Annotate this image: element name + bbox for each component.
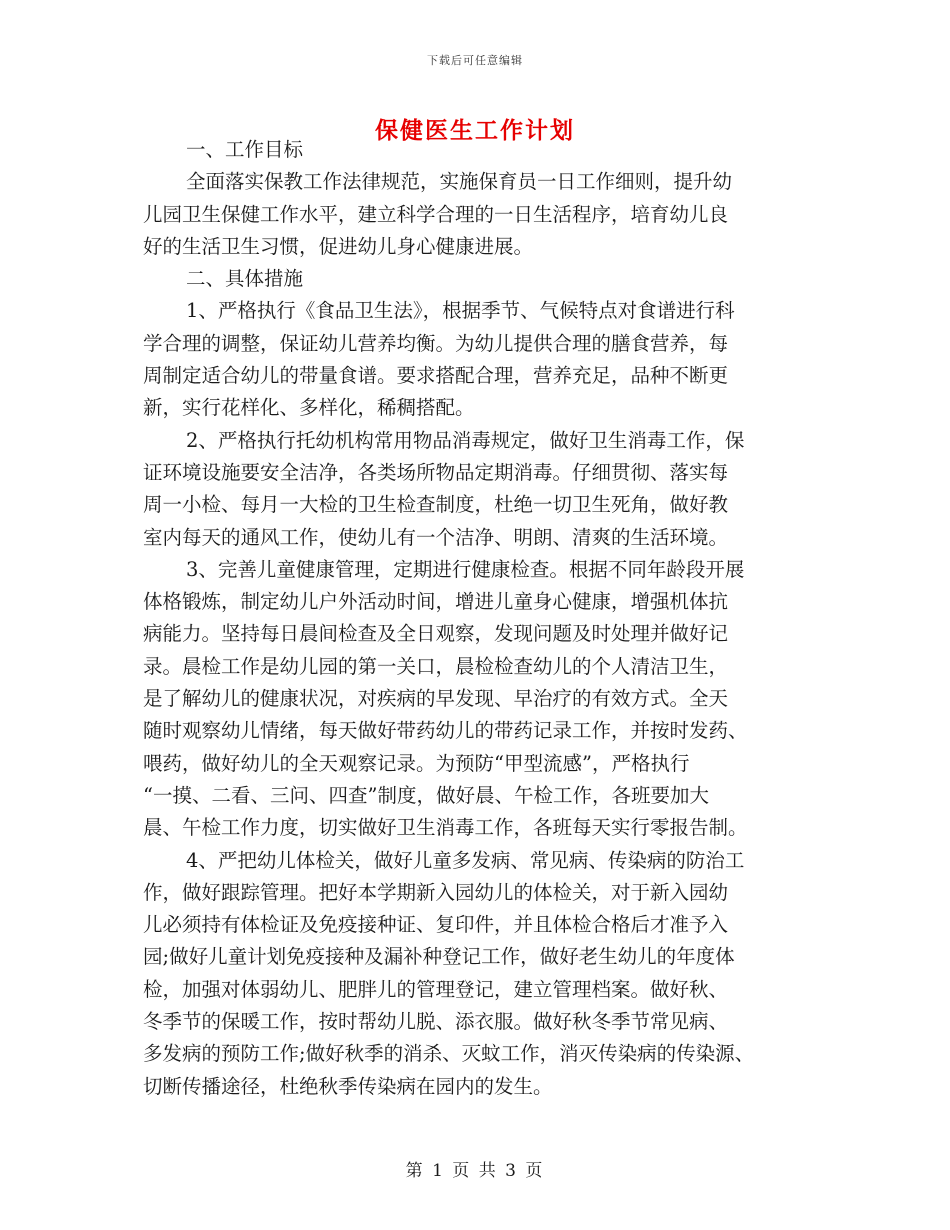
body-line: 喂药，做好幼儿的全天观察记录。为预防“甲型流感”，严格执行 [143, 751, 690, 775]
body-line: 多发病的预防工作;做好秋季的消杀、灭蚊工作，消灭传染病的传染源、 [143, 1042, 755, 1066]
body-line: 儿园卫生保健工作水平，建立科学合理的一日生活程序，培育幼儿良 [143, 202, 729, 226]
document-title: 保健医生工作计划 [375, 117, 575, 144]
body-line: 全面落实保教工作法律规范，实施保育员一日工作细则，提升幼 [186, 170, 733, 194]
body-line: 2、严格执行托幼机构常用物品消毒规定，做好卫生消毒工作，保 [186, 428, 745, 452]
body-line: 1、严格执行《食品卫生法》，根据季节、气候特点对食谱进行科 [186, 299, 735, 323]
body-line: 冬季节的保暖工作，按时帮幼儿脱、添衣服。做好秋冬季节常见病、 [143, 1010, 729, 1034]
body-line: “一摸、二看、三问、四查”制度，做好晨、午检工作，各班要加大 [143, 783, 709, 807]
section-heading-goals: 一、工作目标 [186, 138, 304, 161]
body-line: 晨、午检工作力度，切实做好卫生消毒工作，各班每天实行零报告制。 [143, 816, 748, 840]
body-line: 录。晨检工作是幼儿园的第一关口，晨检检查幼儿的个人清洁卫生， [143, 654, 729, 678]
body-line: 切断传播途径，杜绝秋季传染病在园内的发生。 [143, 1074, 553, 1098]
body-line: 学合理的调整，保证幼儿营养均衡。为幼儿提供合理的膳食营养，每 [143, 331, 729, 355]
body-line: 周制定适合幼儿的带量食谱。要求搭配合理，营养充足，品种不断更 [143, 364, 729, 388]
section-heading-measures: 二、具体措施 [186, 267, 304, 291]
body-line: 证环境设施要安全洁净，各类场所物品定期消毒。仔细贯彻、落实每 [143, 460, 729, 484]
body-line: 作，做好跟踪管理。把好本学期新入园幼儿的体检关，对于新入园幼 [143, 880, 729, 904]
body-line: 室内每天的通风工作，使幼儿有一个洁净、明朗、清爽的生活环境。 [143, 525, 729, 549]
body-line: 新，实行花样化、多样化，稀稠搭配。 [143, 396, 475, 420]
body-line: 儿必须持有体检证及免疫接种证、复印件，并且体检合格后才准予入 [143, 913, 729, 937]
body-line: 3、完善儿童健康管理，定期进行健康检查。根据不同年龄段开展 [186, 557, 745, 581]
page-number-footer: 第 1 页 共 3 页 [405, 1161, 545, 1181]
document-body [143, 134, 808, 1103]
body-line: 4、严把幼儿体检关，做好儿童多发病、常见病、传染病的防治工 [186, 848, 745, 872]
body-line: 病能力。坚持每日晨间检查及全日观察，发现问题及时处理并做好记 [143, 622, 729, 646]
body-line: 好的生活卫生习惯，促进幼儿身心健康进展。 [143, 234, 534, 258]
body-line: 体格锻炼，制定幼儿户外活动时间，增进儿童身心健康，增强机体抗 [143, 590, 729, 614]
page-header-note: 下载后可任意编辑 [427, 54, 523, 67]
body-line: 园;做好儿童计划免疫接种及漏补种登记工作，做好老生幼儿的年度体 [143, 945, 735, 969]
body-line: 是了解幼儿的健康状况，对疾病的早发现、早治疗的有效方式。全天 [143, 687, 729, 711]
body-line: 周一小检、每月一大检的卫生检查制度，杜绝一切卫生死角，做好教 [143, 493, 729, 517]
body-line: 随时观察幼儿情绪，每天做好带药幼儿的带药记录工作，并按时发药、 [143, 719, 748, 743]
body-line: 检，加强对体弱幼儿、肥胖儿的管理登记，建立管理档案。做好秋、 [143, 977, 729, 1001]
